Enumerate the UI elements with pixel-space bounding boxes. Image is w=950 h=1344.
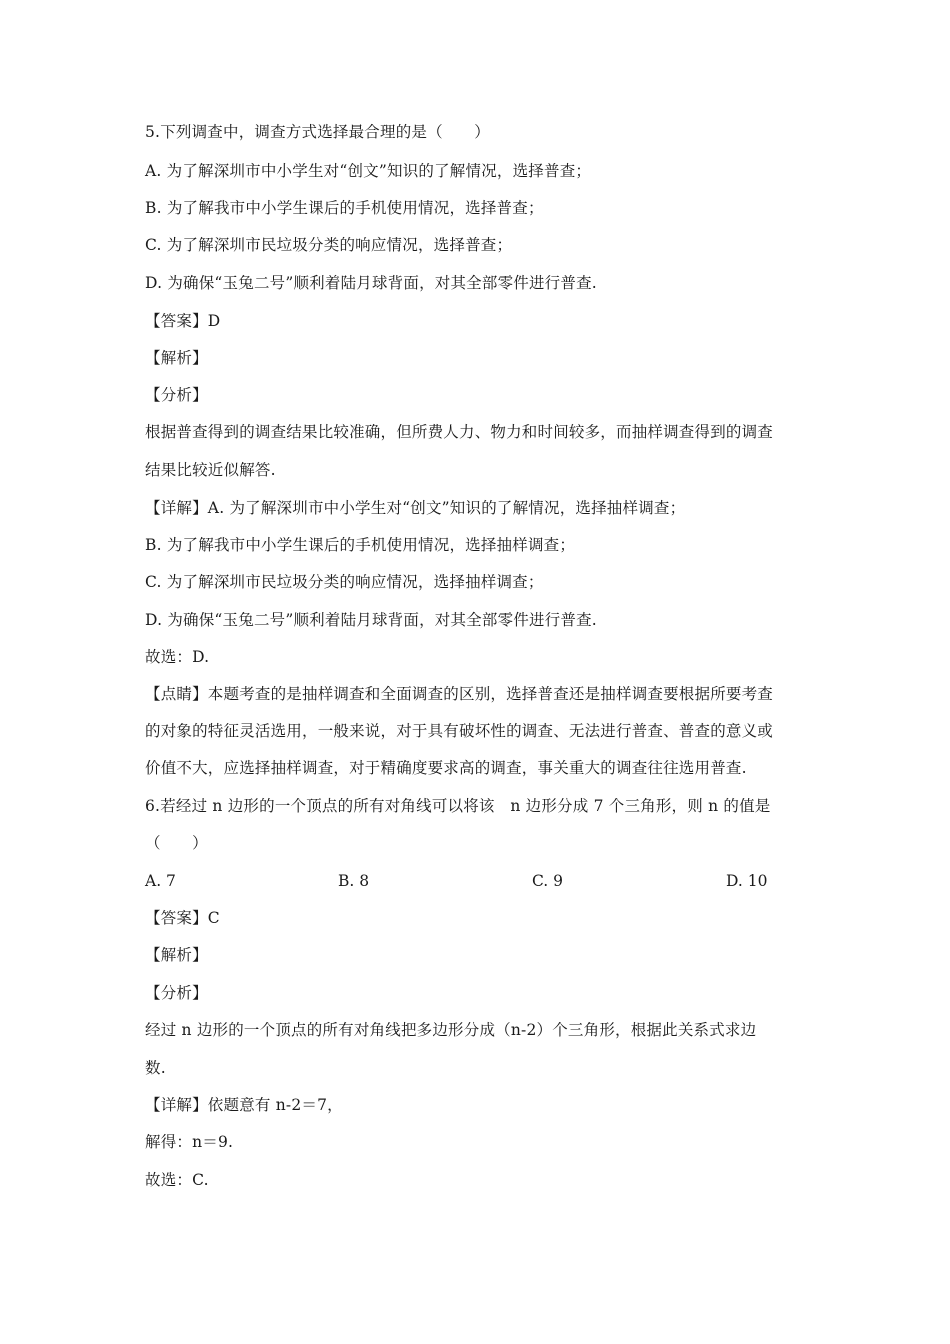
q5-answer: 【答案】D (145, 312, 221, 330)
q5-option-a: A. 为了解深圳市中小学生对“创文”知识的了解情况，选择普查； (145, 162, 592, 180)
q5-comment-line: 价值不大，应选择抽样调查，对于精确度要求高的调查，事关重大的调查往往选用普查. (145, 759, 747, 777)
q5-choose: 故选：D. (145, 648, 210, 666)
q6-analysis-line: 数. (145, 1059, 166, 1077)
q6-stem-line: （ ） (145, 834, 208, 852)
q5-option-c: C. 为了解深圳市民垃圾分类的响应情况，选择普查； (145, 236, 513, 254)
q6-jiexi-heading: 【解析】 (145, 946, 208, 964)
q6-option-a: A. 7 (145, 872, 176, 890)
q6-option-c: C. 9 (532, 872, 564, 890)
q5-detail-line: C. 为了解深圳市民垃圾分类的响应情况，选择抽样调查； (145, 573, 544, 591)
q5-detail-line: 【详解】A. 为了解深圳市中小学生对“创文”知识的了解情况，选择抽样调查； (145, 499, 686, 517)
q6-fenxi-heading: 【分析】 (145, 984, 208, 1002)
q6-detail-line: 【详解】依题意有 n-2＝7， (145, 1096, 343, 1114)
q6-choose: 故选：C. (145, 1171, 209, 1189)
q5-comment-line: 【点睛】本题考查的是抽样调查和全面调查的区别，选择普查还是抽样调查要根据所要考查 (145, 685, 774, 703)
q6-detail-line: 解得：n＝9. (145, 1133, 234, 1151)
q5-comment-line: 的对象的特征灵活选用，一般来说，对于具有破坏性的调查、无法进行普查、普查的意义或 (145, 722, 774, 740)
q5-detail-line: D. 为确保“玉兔二号”顺利着陆月球背面，对其全部零件进行普查. (145, 611, 597, 629)
q5-jiexi-heading: 【解析】 (145, 349, 208, 367)
q6-answer: 【答案】C (145, 909, 220, 927)
q6-option-d: D. 10 (726, 872, 768, 890)
q5-option-b: B. 为了解我市中小学生课后的手机使用情况，选择普查； (145, 199, 544, 217)
q5-fenxi-heading: 【分析】 (145, 386, 208, 404)
q5-analysis-line: 根据普查得到的调查结果比较准确，但所费人力、物力和时间较多，而抽样调查得到的调查 (145, 423, 774, 441)
q5-option-d: D. 为确保“玉兔二号”顺利着陆月球背面，对其全部零件进行普查. (145, 274, 597, 292)
q6-option-b: B. 8 (338, 872, 370, 890)
q6-stem-line: 6.若经过 n 边形的一个顶点的所有对角线可以将该 n 边形分成 7 个三角形，则 n 的值是 (145, 797, 771, 815)
q5-detail-line: B. 为了解我市中小学生课后的手机使用情况，选择抽样调查； (145, 536, 576, 554)
q6-analysis-line: 经过 n 边形的一个顶点的所有对角线把多边形分成（n-2）个三角形，根据此关系式求边 (145, 1021, 757, 1039)
q5-analysis-line: 结果比较近似解答. (145, 461, 276, 479)
q5-stem: 5.下列调查中，调查方式选择最合理的是（ ） (145, 123, 490, 141)
